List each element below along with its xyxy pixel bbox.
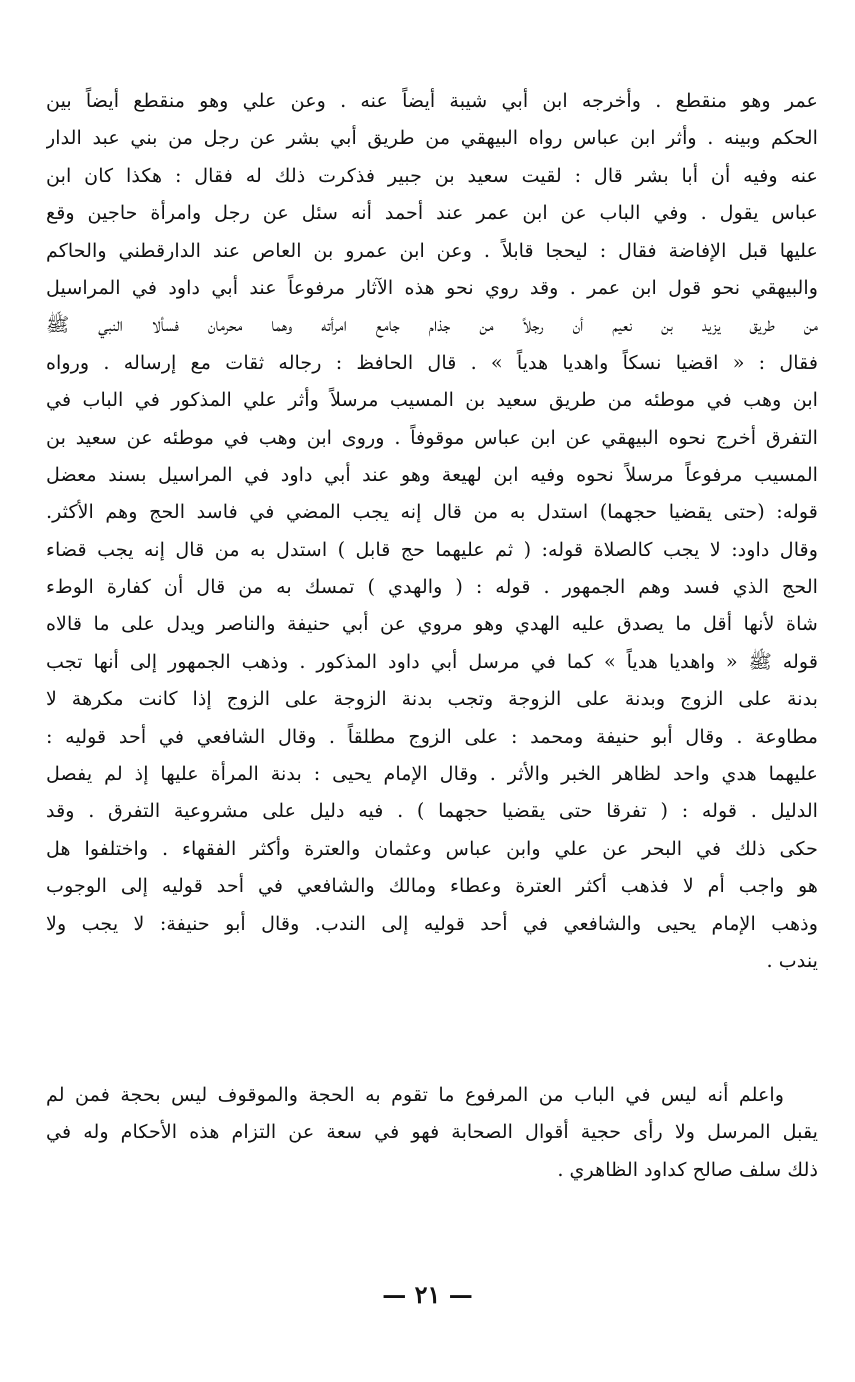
text-line: عباس يقول . وفي الباب عن ابن عمر عند أحمد أنه سئل عن رجل وامرأة حاجين وقع bbox=[46, 201, 818, 225]
text-line: قوله ﷺ « واهديا هدياً » كما في مرسل أبي داود المذكور . وذهب الجمهور إلى أنها تجب bbox=[46, 649, 818, 673]
text-line: وقال داود: لا يجب كالصلاة قوله: ( ثم عليهما حج قابل ) استدل به من قال إنه يجب قضاء bbox=[46, 537, 818, 561]
text-line: عمر وهو منقطع . وأخرجه ابن أبي شيبة أيضاً عنه . وعن علي وهو منقطع أيضاً بين bbox=[46, 89, 818, 112]
text-line: التفرق أخرج نحوه البيهقي عن ابن عباس موقوفاً . وروى ابن وهب في موطئه عن سعيد بن bbox=[46, 425, 818, 449]
text-line: الدليل . قوله : ( تفرقا حتى يقضيا حجهما ) . فيه دليل على مشروعية التفرق . وقد bbox=[46, 799, 818, 823]
text-line: بدنة على الزوج وبدنة على الزوجة وتجب بدنة الزوجة على الزوج إذا كانت مكرهة لا bbox=[46, 687, 818, 711]
text-line: قوله: (حتى يقضيا حجهما) استدل به من قال إنه يجب المضي في فاسد الحج وهم الأكثر. bbox=[46, 500, 818, 524]
text-line: واعلم أنه ليس في الباب من المرفوع ما تقوم به الحجة والموقوف ليس بحجة فمن لم bbox=[46, 1083, 784, 1106]
main-paragraph bbox=[46, 82, 818, 979]
text-line: ذلك سلف صالح كداود الظاهري . bbox=[557, 1157, 818, 1181]
text-line: ابن وهب في موطئه من طريق سعيد بن المسيب مرسلاً وأثر علي المذكور في الباب في bbox=[46, 388, 818, 412]
text-line: وذهب الإمام يحيى والشافعي في أحد قوليه إلى الندب. وقال أبو حنيفة: لا يجب ولا bbox=[46, 911, 818, 935]
text-line: هو واجب أم لا فذهب أكثر العترة وعطاء ومالك والشافعي في أحد قوليه إلى الوجوب bbox=[46, 874, 818, 898]
text-line: عنه وفيه أن أبا بشر قال : لقيت سعيد بن جبير فذكرت ذلك له فقال : هكذا كان ابن bbox=[46, 163, 818, 187]
closing-paragraph bbox=[46, 1076, 818, 1188]
text-line: الحج الذي فسد وهم الجمهور . قوله : ( والهدي ) تمسك به من قال أن كفارة الوطء bbox=[46, 575, 818, 599]
text-line: من طريق يزيد بن نعيم أن رجلاً من جذام جامع امرأته وهما محرمان فسألا النبي ﷺ bbox=[46, 313, 818, 337]
text-line: شاة لأنها أقل ما يصدق عليه الهدي وهو مروي عن أبي حنيفة والناصر ويدل على ما قالاه bbox=[46, 612, 818, 636]
text-line: مطاوعة . وقال أبو حنيفة ومحمد : على الزوج مطلقاً . وقال الشافعي في أحد قوليه : bbox=[46, 724, 818, 748]
text-line: المسيب مرفوعاً مرسلاً نحوه وفيه ابن لهيعة وهو عند أبي داود في المراسيل بسند معضل bbox=[46, 462, 818, 486]
page-number: — ٢١ — bbox=[382, 1280, 473, 1309]
text-line: عليهما هدي واحد لظاهر الخبر والأثر . وقال الإمام يحيى : بدنة المرأة عليها إذ لم يفصل bbox=[46, 762, 818, 786]
text-line: فقال : « اقضيا نسكاً واهديا هدياً » . قال الحافظ : رجاله ثقات مع إرساله . ورواه bbox=[46, 350, 818, 374]
text-line: الحكم وبينه . وأثر ابن عباس رواه البيهقي من طريق أبي بشر عن رجل من بني عبد الدار bbox=[46, 126, 818, 150]
text-line: يقبل المرسل ولا رأى حجية أقوال الصحابة فهو في سعة عن التزام هذه الأحكام وله في bbox=[46, 1120, 818, 1144]
text-line: عليها قبل الإفاضة فقال : ليحجا قابلاً . وعن ابن عمرو بن العاص عند الدارقطني والحاكم bbox=[46, 238, 818, 262]
text-line: والبيهقي نحو قول ابن عمر . وقد روي نحو هذه الآثار مرفوعاً عند أبي داود في المراسيل bbox=[46, 275, 818, 299]
text-line: يندب . bbox=[766, 948, 818, 972]
text-line: حكى ذلك في البحر عن علي وابن عباس وعثمان والعترة وأكثر الفقهاء . واختلفوا هل bbox=[46, 836, 818, 860]
